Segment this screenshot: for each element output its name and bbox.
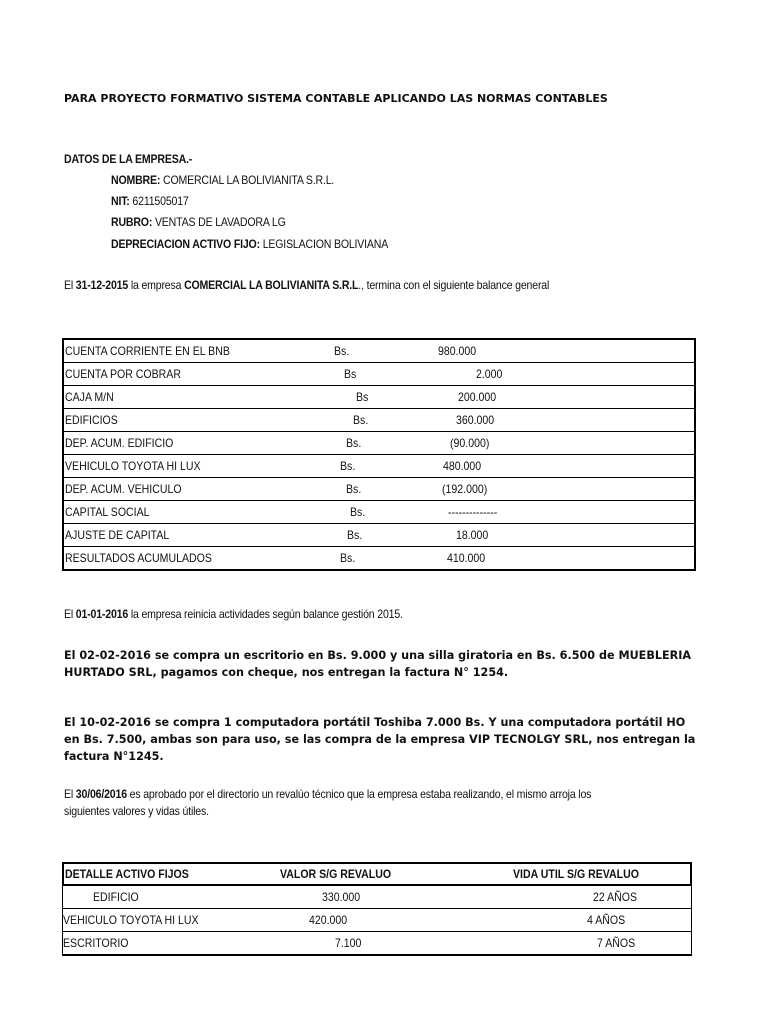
amount-cell: (90.000) xyxy=(450,436,490,450)
table-row xyxy=(62,886,692,909)
currency-cell: Bs xyxy=(356,390,369,404)
field-label: NOMBRE: xyxy=(111,173,161,187)
currency-cell: Bs. xyxy=(347,528,363,542)
table-row xyxy=(64,340,694,363)
account-cell: CAJA M/N xyxy=(65,390,114,404)
revaluation-date: 30/06/2016 xyxy=(75,787,127,801)
table-row xyxy=(62,909,692,932)
field-label: RUBRO: xyxy=(111,215,153,229)
account-cell: CUENTA POR COBRAR xyxy=(65,367,181,381)
company-name-line xyxy=(111,173,334,187)
amount-cell: 980.000 xyxy=(438,344,477,358)
account-cell: CAPITAL SOCIAL xyxy=(65,505,150,519)
intro-sentence xyxy=(64,278,549,292)
life-cell: 22 AÑOS xyxy=(593,890,638,904)
company-depreciation-line xyxy=(111,237,388,251)
assets-table xyxy=(62,862,692,956)
intro-date: 31-12-2015 xyxy=(75,278,129,292)
revaluation-sentence xyxy=(64,787,591,801)
currency-cell: Bs. xyxy=(346,482,362,496)
field-label: NIT: xyxy=(111,194,130,208)
table-row xyxy=(64,524,694,547)
table-row xyxy=(64,547,694,569)
revaluation-sentence-line2: siguientes valores y vidas útiles. xyxy=(64,804,209,818)
detail-cell: EDIFICIO xyxy=(93,890,139,904)
account-cell: DEP. ACUM. VEHICULO xyxy=(65,482,182,496)
currency-cell: Bs. xyxy=(340,551,356,565)
table-row xyxy=(64,386,694,409)
value-cell: 7.100 xyxy=(335,936,362,950)
field-value: VENTAS DE LAVADORA LG xyxy=(154,215,286,229)
table-row xyxy=(64,432,694,455)
account-cell: RESULTADOS ACUMULADOS xyxy=(65,551,212,565)
table-row xyxy=(64,478,694,501)
currency-cell: Bs. xyxy=(340,459,356,473)
text: la empresa xyxy=(128,278,185,292)
intro-company: COMERCIAL LA BOLIVIANITA S.R.L xyxy=(184,278,359,292)
restart-sentence xyxy=(64,607,403,621)
life-cell: 7 AÑOS xyxy=(597,936,636,950)
table-row xyxy=(64,409,694,432)
amount-cell: 2.000 xyxy=(476,367,503,381)
text: El xyxy=(64,278,76,292)
account-cell: EDIFICIOS xyxy=(65,413,118,427)
currency-cell: Bs. xyxy=(350,505,366,519)
purchase-paragraph-1: El 02-02-2016 se compra un escritorio en Bs. 9.000 y una silla giratoria en Bs. 6.500 de MUEBLERIA HURTADO SRL, pagamos con cheque, nos entregan la factura N° 1254. xyxy=(64,649,692,679)
header-value: VALOR S/G REVALUO xyxy=(280,867,392,881)
amount-cell: 480.000 xyxy=(443,459,482,473)
text: El xyxy=(64,607,76,621)
field-value: LEGISLACION BOLIVIANA xyxy=(262,237,389,251)
amount-cell: (192.000) xyxy=(442,482,488,496)
value-cell: 420.000 xyxy=(309,913,348,927)
document-title: PARA PROYECTO FORMATIVO SISTEMA CONTABLE APLICANDO LAS NORMAS CONTABLES xyxy=(64,92,608,105)
table-row xyxy=(64,363,694,386)
amount-cell: 200.000 xyxy=(458,390,497,404)
purchase-paragraph-2: El 10-02-2016 se compra 1 computadora portátil Toshiba 7.000 Bs. Y una computadora portátil HO en Bs. 7.500, ambas son para uso, se las compra de la empresa VIP TECNOLGY SRL, nos entregan la factura N°1245. xyxy=(64,716,696,763)
account-cell: VEHICULO TOYOTA HI LUX xyxy=(65,459,201,473)
detail-cell: ESCRITORIO xyxy=(63,936,129,950)
value-cell: 330.000 xyxy=(322,890,361,904)
restart-date: 01-01-2016 xyxy=(75,607,129,621)
balance-table xyxy=(62,338,696,571)
header-life: VIDA UTIL S/G REVALUO xyxy=(513,867,639,881)
header-detail: DETALLE ACTIVO FIJOS xyxy=(65,867,189,881)
field-value: COMERCIAL LA BOLIVIANITA S.R.L. xyxy=(162,173,335,187)
currency-cell: Bs xyxy=(344,367,357,381)
amount-cell: 360.000 xyxy=(456,413,495,427)
text: ., termina con el siguiente balance general xyxy=(358,278,550,292)
text: El xyxy=(64,787,76,801)
company-nit-line xyxy=(111,194,189,208)
amount-cell: -------------- xyxy=(448,505,498,519)
detail-cell: VEHICULO TOYOTA HI LUX xyxy=(63,913,199,927)
table-row xyxy=(64,501,694,524)
life-cell: 4 AÑOS xyxy=(587,913,626,927)
table-row xyxy=(64,455,694,478)
table-row xyxy=(62,932,692,956)
account-cell: CUENTA CORRIENTE EN EL BNB xyxy=(65,344,230,358)
company-heading: DATOS DE LA EMPRESA.- xyxy=(64,152,193,166)
account-cell: AJUSTE DE CAPITAL xyxy=(65,528,170,542)
amount-cell: 410.000 xyxy=(447,551,486,565)
company-rubro-line xyxy=(111,215,286,229)
currency-cell: Bs. xyxy=(346,436,362,450)
table-header-row xyxy=(62,862,692,886)
amount-cell: 18.000 xyxy=(456,528,489,542)
text: es aprobado por el directorio un revalúo técnico que la empresa estaba realizando, el mismo arroja los xyxy=(126,787,592,801)
currency-cell: Bs. xyxy=(334,344,350,358)
currency-cell: Bs. xyxy=(353,413,369,427)
account-cell: DEP. ACUM. EDIFICIO xyxy=(65,436,174,450)
text: la empresa reinicia actividades según balance gestión 2015. xyxy=(128,607,403,621)
field-label: DEPRECIACION ACTIVO FIJO: xyxy=(111,237,260,251)
field-value: 6211505017 xyxy=(132,194,189,208)
